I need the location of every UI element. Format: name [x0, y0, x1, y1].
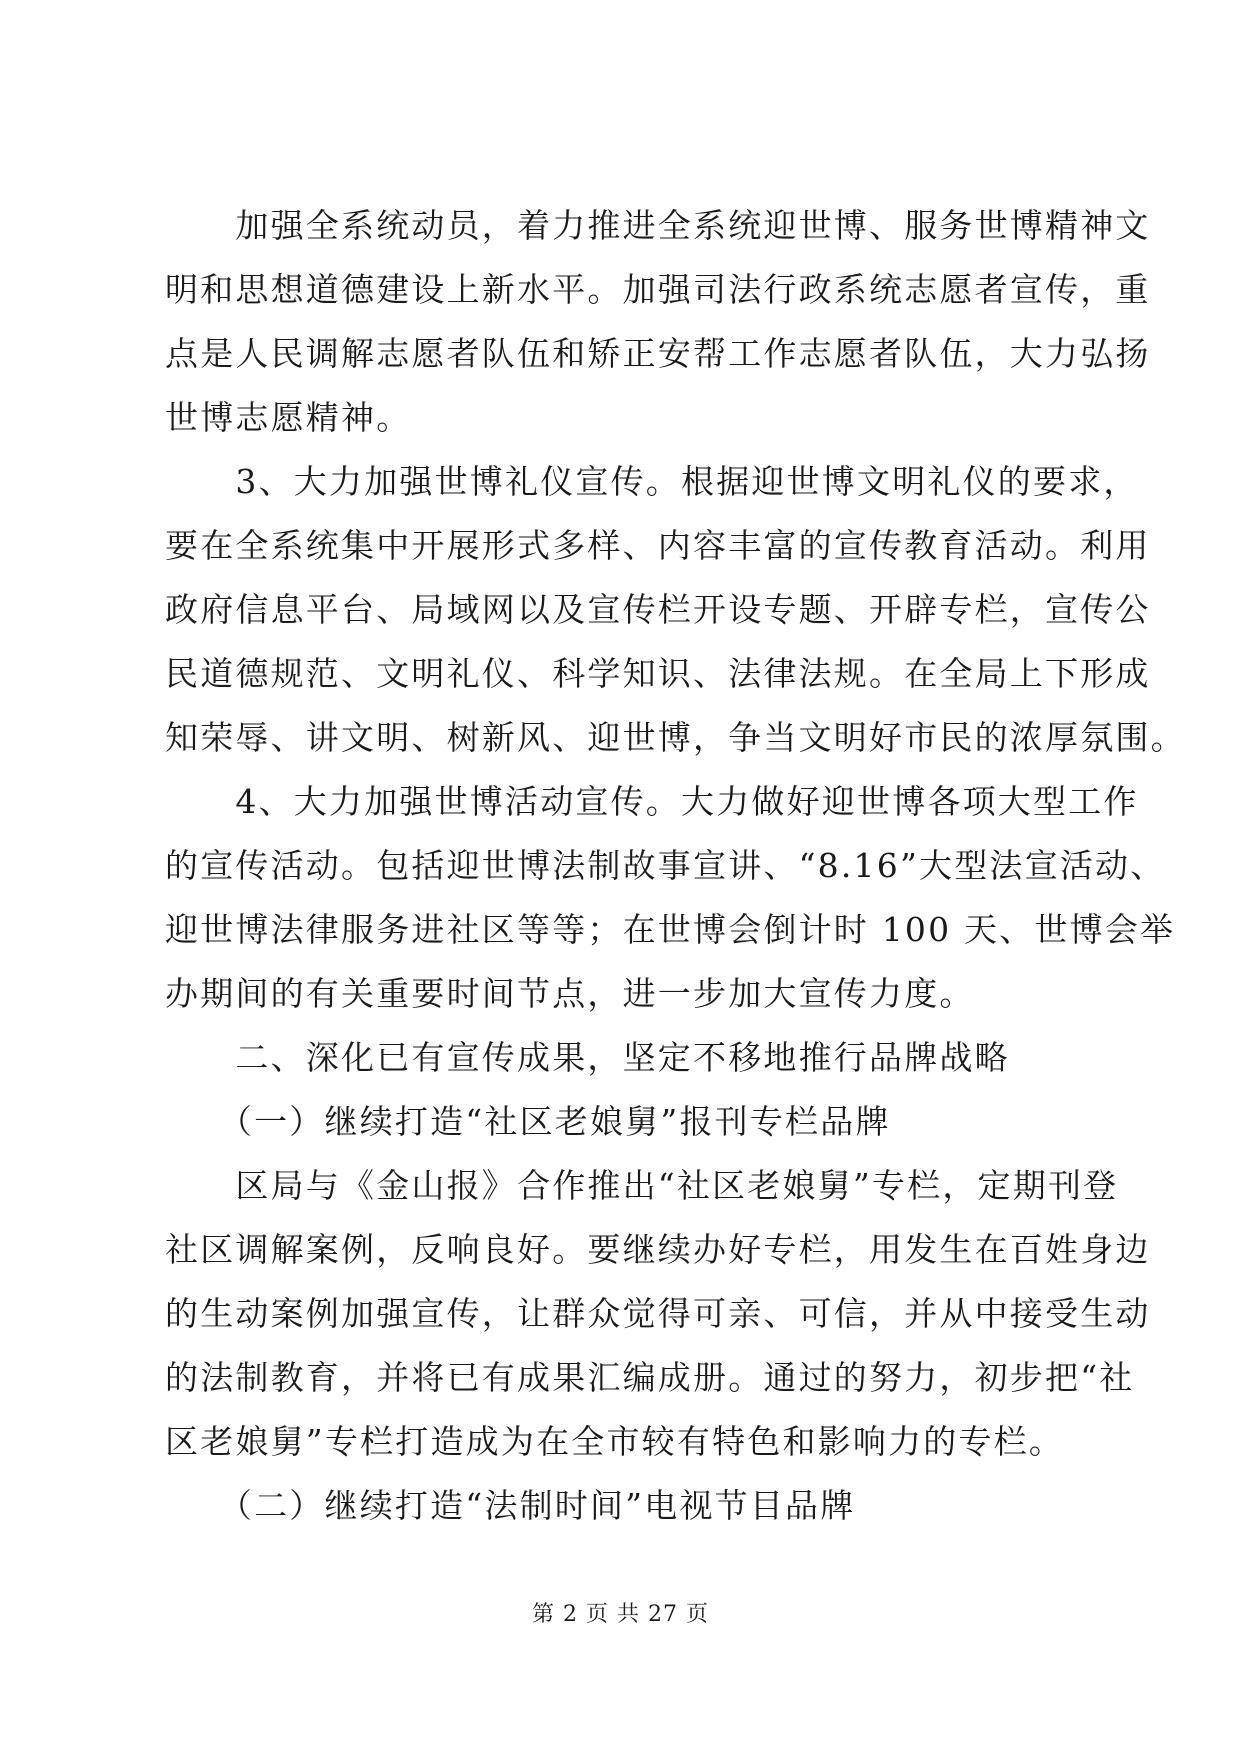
text-line: 办期间的有关重要时间节点，进一步加大宣传力度。 [165, 974, 975, 1013]
page-footer: 第 2 页 共 27 页 [532, 1602, 709, 1627]
text-line: 的法制教育，并将已有成果汇编成册。通过的努力，初步把“社 [165, 1358, 1135, 1397]
subsection-heading: （二）继续打造“法制时间”电视节目品牌 [165, 1486, 856, 1525]
text-line: 民道德规范、文明礼仪、科学知识、法律法规。在全局上下形成 [165, 654, 1151, 693]
section-heading: 二、深化已有宣传成果，坚定不移地推行品牌战略 [165, 1038, 1010, 1077]
text-line: 的宣传活动。包括迎世博法制故事宣讲、“8.16”大型法宣活动、 [165, 846, 1166, 885]
text-line: 世博志愿精神。 [165, 398, 412, 437]
text-line: 社区调解案例，反响良好。要继续办好专栏，用发生在百姓身边 [165, 1230, 1151, 1269]
text-line: 要在全系统集中开展形式多样、内容丰富的宣传教育活动。利用 [165, 526, 1151, 565]
text-line: 知荣辱、讲文明、树新风、迎世博，争当文明好市民的浓厚氛围。 [165, 718, 1186, 757]
text-line: 的生动案例加强宣传，让群众觉得可亲、可信，并从中接受生动 [165, 1294, 1151, 1333]
text-line: 区局与《金山报》合作推出“社区老娘舅”专栏，定期刊登 [165, 1166, 1119, 1205]
text-line: 点是人民调解志愿者队伍和矫正安帮工作志愿者队伍，大力弘扬 [165, 334, 1151, 373]
text-line: 4、大力加强世博活动宣传。大力做好迎世博各项大型工作 [165, 782, 1139, 821]
text-line: 政府信息平台、局域网以及宣传栏开设专题、开辟专栏，宣传公 [165, 590, 1151, 629]
text-line: 3、大力加强世博礼仪宣传。根据迎世博文明礼仪的要求， [165, 462, 1139, 501]
text-line: 明和思想道德建设上新水平。加强司法行政系统志愿者宣传，重 [165, 270, 1151, 309]
subsection-heading: （一）继续打造“社区老娘舅”报刊专栏品牌 [165, 1102, 891, 1141]
text-line: 区老娘舅”专栏打造成为在全市较有特色和影响力的专栏。 [165, 1422, 1065, 1461]
text-line: 迎世博法律服务进社区等等；在世博会倒计时 100 天、世博会举 [165, 910, 1176, 949]
text-line: 加强全系统动员，着力推进全系统迎世博、服务世博精神文 [165, 206, 1151, 245]
